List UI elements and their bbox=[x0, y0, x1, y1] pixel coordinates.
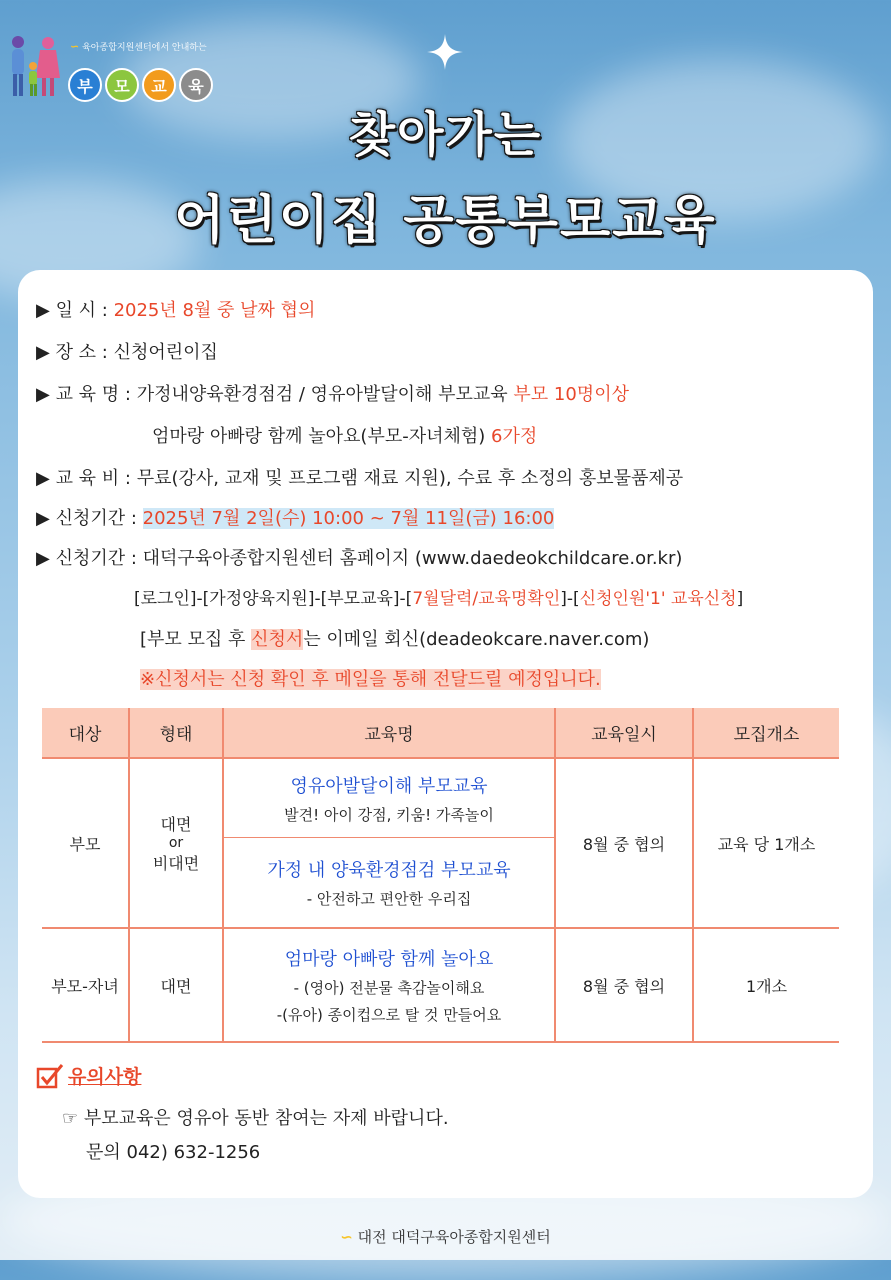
course-condition-1: 부모 10명이상 bbox=[513, 384, 629, 405]
badge-gyo: 교 bbox=[142, 68, 176, 102]
checkbox-check-icon bbox=[36, 1063, 64, 1089]
page-title-line2: 어린이집 공통부모교육 bbox=[174, 191, 717, 251]
header-course: 교육명 bbox=[223, 708, 555, 758]
course-value-1: 가정내양육환경점검 / 영유아발달이해 부모교육 bbox=[136, 384, 514, 405]
method-label: ▶ 신청기간 : bbox=[36, 548, 143, 569]
header-date: 교육일시 bbox=[555, 708, 693, 758]
cell-target: 부모 bbox=[42, 758, 129, 928]
page-title-line1: 찾아가는 bbox=[348, 107, 543, 163]
period-label: ▶ 신청기간 : bbox=[36, 508, 143, 529]
header-form: 형태 bbox=[129, 708, 223, 758]
path-e: ] bbox=[736, 589, 744, 609]
course-title: 영유아발달이해 부모교육 bbox=[290, 775, 488, 797]
form-line: 대면 bbox=[160, 815, 192, 834]
fee-value: 무료(강사, 교재 및 프로그램 재료 지원), 수료 후 소정의 홍보물품제공 bbox=[136, 468, 684, 489]
course-label: ▶ 교 육 명 : bbox=[36, 384, 137, 405]
info-notice bbox=[140, 665, 601, 691]
course-title: 가정 내 양육환경점검 부모교육 bbox=[267, 860, 511, 882]
header-target: 대상 bbox=[42, 708, 129, 758]
recruit-c: 는 이메일 회신(deadeokcare.naver.com) bbox=[303, 629, 650, 650]
center-mark-icon: ∽ bbox=[340, 1228, 353, 1246]
notes-title: 유의사항 bbox=[68, 1066, 142, 1088]
method-value: 대덕구육아종합지원센터 홈페이지 (www.daedeokchildcare.or.kr) bbox=[142, 548, 683, 569]
family-icon bbox=[6, 34, 64, 100]
table-row bbox=[42, 928, 839, 1042]
center-logo-text bbox=[70, 40, 207, 53]
recruit-b: 신청서 bbox=[251, 629, 304, 650]
course-title: 엄마랑 아빠랑 함께 놀아요 bbox=[284, 949, 494, 970]
path-a: [로그인]-[가정양육지원]-[부모교육]-[ bbox=[134, 589, 413, 609]
recruit-a: [부모 모집 후 bbox=[140, 629, 252, 650]
course-subtitle: -(유아) 종이컵으로 탈 것 만들어요 bbox=[276, 1006, 502, 1024]
cell-course bbox=[223, 838, 555, 928]
course-subtitle: - 안전하고 편안한 우리집 bbox=[306, 890, 472, 909]
course-condition-2: 6가정 bbox=[491, 426, 538, 447]
notes-line1: ☞ 부모교육은 영유아 동반 참여는 자제 바랍니다. bbox=[62, 1108, 449, 1129]
form-line: or bbox=[168, 835, 184, 851]
cell-date: 8월 중 협의 bbox=[555, 928, 693, 1042]
cell-date: 8월 중 협의 bbox=[555, 758, 693, 928]
info-recruit bbox=[140, 625, 649, 651]
cell-course bbox=[223, 758, 555, 838]
info-course-2 bbox=[152, 422, 537, 448]
header-count: 모집개소 bbox=[693, 708, 839, 758]
sparkle-icon bbox=[427, 34, 463, 70]
date-value: 2025년 8월 중 날짜 협의 bbox=[113, 300, 316, 321]
info-date bbox=[36, 296, 315, 322]
badge-bu: 부 bbox=[68, 68, 102, 102]
cell-form: 대면 bbox=[129, 928, 223, 1042]
info-place bbox=[36, 338, 218, 364]
table-row bbox=[42, 758, 839, 838]
info-period bbox=[36, 504, 554, 530]
badge-mo: 모 bbox=[105, 68, 139, 102]
fee-label: ▶ 교 육 비 : bbox=[36, 468, 137, 489]
notes-line2: 문의 042) 632-1256 bbox=[86, 1142, 261, 1163]
cell-count: 교육 당 1개소 bbox=[693, 758, 839, 928]
info-path bbox=[134, 584, 743, 609]
center-mark-icon: ∽ bbox=[70, 40, 80, 53]
footer bbox=[0, 1226, 891, 1247]
footer-text: 대전 대덕구육아종합지원센터 bbox=[357, 1228, 551, 1246]
course-subtitle: - (영아) 전분물 촉감놀이해요 bbox=[293, 979, 485, 997]
notes-heading bbox=[36, 1062, 141, 1089]
parent-education-logo bbox=[6, 34, 206, 104]
place-label: ▶ 장 소 : bbox=[36, 342, 114, 363]
notice-text: ※신청서는 신청 확인 후 메일을 통해 전달드릴 예정입니다. bbox=[140, 669, 601, 690]
info-method bbox=[36, 544, 682, 570]
date-label: ▶ 일 시 : bbox=[36, 300, 114, 321]
path-c: ]-[ bbox=[560, 589, 580, 609]
period-value: 2025년 7월 2일(수) 10:00 ~ 7월 11일(금) 16:00 bbox=[142, 508, 555, 529]
path-d: 신청인원'1' 교육신청 bbox=[579, 589, 737, 609]
info-course bbox=[36, 380, 629, 406]
cell-course bbox=[223, 928, 555, 1042]
program-table bbox=[42, 708, 839, 1043]
form-line: 비대면 bbox=[152, 854, 200, 873]
cell-target: 부모-자녀 bbox=[42, 928, 129, 1042]
course-value-2: 엄마랑 아빠랑 함께 놀아요(부모-자녀체험) bbox=[152, 426, 492, 447]
place-value: 신청어린이집 bbox=[113, 342, 218, 363]
badge-yuk: 육 bbox=[179, 68, 213, 102]
cell-count: 1개소 bbox=[693, 928, 839, 1042]
cell-form bbox=[129, 758, 223, 928]
path-b: 7월달력/교육명확인 bbox=[412, 589, 561, 609]
center-small-text: 육아종합지원센터에서 안내하는 bbox=[82, 43, 207, 53]
info-fee bbox=[36, 464, 683, 490]
course-subtitle: 발견! 아이 강점, 키움! 가족놀이 bbox=[284, 805, 494, 824]
